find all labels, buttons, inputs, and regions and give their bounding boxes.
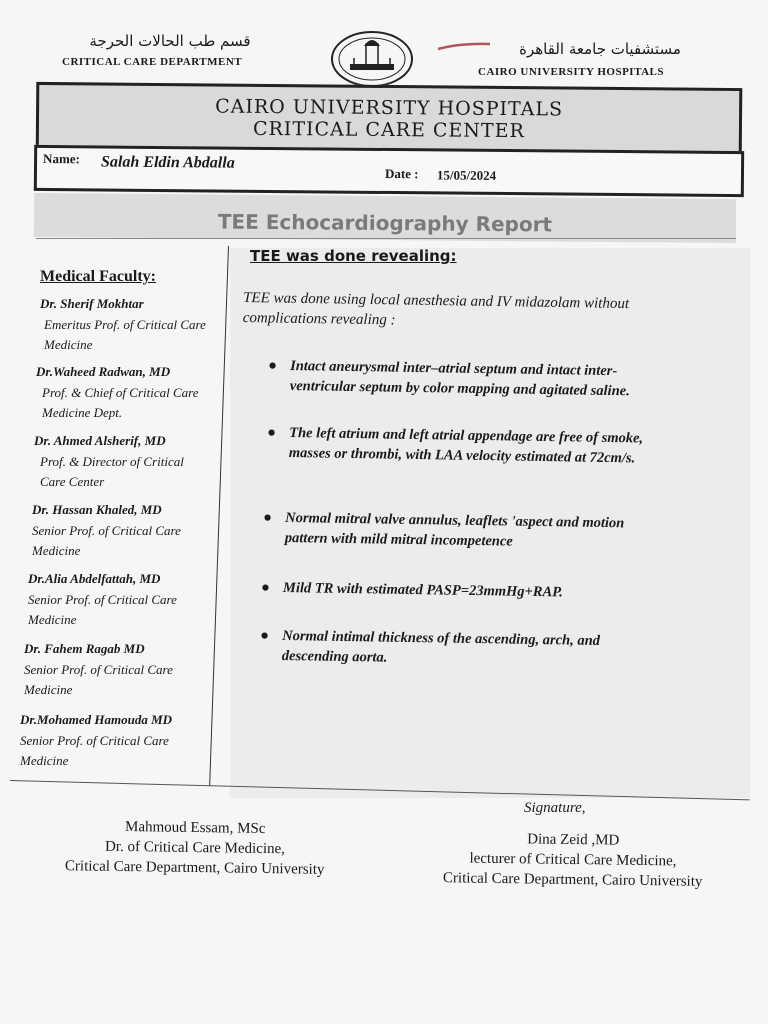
faculty-title: Medicine	[20, 753, 69, 768]
faculty-title: Care Center	[40, 474, 105, 489]
patient-info-box	[34, 145, 744, 197]
hospital-arabic-text: مستشفيات جامعة القاهرة	[519, 40, 681, 58]
faculty-member	[36, 364, 230, 424]
finding-line: masses or thrombi, with LAA velocity estimated at 72cm/s.	[288, 444, 636, 467]
department-arabic-text: قسم طب الحالات الحرجة	[89, 32, 251, 50]
findings-heading: TEE was done revealing:	[250, 247, 457, 265]
faculty-name: Dr.Alia Abdelfattah, MD	[28, 571, 161, 586]
faculty-title: Medicine	[44, 337, 93, 352]
finding-item	[263, 508, 741, 555]
cairo-university-seal-logo	[330, 30, 414, 88]
bullet-icon: ●	[260, 579, 270, 596]
bullet-icon: ●	[267, 424, 277, 441]
report-title: TEE Echocardiography Report	[217, 209, 553, 237]
faculty-name: Dr.Waheed Radwan, MD	[36, 364, 171, 379]
signature-label: Signature,	[524, 800, 586, 816]
faculty-name: Dr.Mohamed Hamouda MD	[20, 712, 173, 727]
faculty-member	[32, 502, 230, 562]
faculty-title: Medicine	[24, 682, 73, 697]
faculty-title: Emeritus Prof. of Critical Care	[44, 317, 206, 332]
bullet-icon: ●	[263, 509, 273, 526]
faculty-title: Senior Prof. of Critical Care	[28, 592, 177, 607]
department-english-text: CRITICAL CARE DEPARTMENT	[62, 56, 243, 68]
faculty-name: Dr. Hassan Khaled, MD	[32, 502, 162, 517]
faculty-name: Dr. Ahmed Alsherif, MD	[34, 433, 166, 448]
pen-stroke-mark	[436, 40, 492, 54]
faculty-heading: Medical Faculty:	[40, 268, 156, 285]
findings-intro	[243, 288, 744, 336]
signer-name: Mahmoud Essam, MSc	[124, 819, 266, 837]
faculty-member	[34, 433, 230, 493]
date-label: Date :	[384, 165, 419, 182]
finding-line: Mild TR with estimated PASP=23mmHg+RAP.	[282, 580, 563, 601]
findings-intro-line: TEE was done using local anesthesia and IV midazolam without	[243, 290, 630, 313]
signer-department: Critical Care Department, Cairo University	[64, 858, 325, 878]
faculty-title: Senior Prof. of Critical Care	[32, 523, 181, 538]
signer-role: lecturer of Critical Care Medicine,	[469, 850, 677, 870]
faculty-title: Senior Prof. of Critical Care	[20, 733, 169, 748]
finding-item	[267, 423, 740, 470]
faculty-name: Dr. Sherif Mokhtar	[40, 296, 144, 311]
faculty-title: Senior Prof. of Critical Care	[24, 662, 173, 677]
finding-item	[268, 356, 741, 403]
bullet-icon: ●	[268, 357, 278, 374]
band-underline	[36, 238, 736, 239]
faculty-title: Prof. & Chief of Critical Care	[42, 385, 199, 400]
findings-intro-line: complications revealing :	[242, 309, 396, 329]
faculty-name: Dr. Fahem Ragab MD	[24, 641, 145, 656]
hospital-english-text: CAIRO UNIVERSITY HOSPITALS	[478, 66, 664, 78]
finding-item	[260, 626, 738, 673]
finding-line: Intact aneurysmal inter–atrial septum and intact inter-	[290, 358, 618, 380]
faculty-member	[40, 296, 230, 356]
name-label: Name:	[43, 150, 80, 167]
finding-line: pattern with mild mitral incompetence	[284, 529, 513, 550]
right-signature-block	[408, 828, 739, 893]
finding-line: Normal mitral valve annulus, leaflets 'aspect and motion	[285, 510, 625, 532]
signer-name: Dina Zeid ,MD	[527, 831, 620, 849]
finding-line: Normal intimal thickness of the ascending, arch, and	[282, 628, 601, 649]
report-title-band	[34, 193, 736, 243]
finding-line: The left atrium and left atrial appendage are free of smoke,	[289, 425, 644, 447]
bullet-icon: ●	[260, 627, 270, 644]
report-date: 15/05/2024	[436, 167, 497, 183]
faculty-title: Prof. & Director of Critical	[40, 454, 184, 469]
faculty-member	[28, 571, 228, 631]
left-signature-block	[30, 816, 361, 881]
title-line-2: CRITICAL CARE CENTER	[252, 117, 525, 143]
faculty-title: Medicine Dept.	[42, 405, 123, 420]
patient-name: Salah Eldin Abdalla	[100, 153, 235, 172]
finding-line: descending aorta.	[281, 647, 388, 666]
finding-line: ventricular septum by color mapping and agitated saline.	[289, 377, 630, 400]
signer-department: Critical Care Department, Cairo University	[442, 870, 703, 890]
faculty-title: Medicine	[28, 612, 77, 627]
faculty-title: Medicine	[32, 543, 81, 558]
signer-role: Dr. of Critical Care Medicine,	[104, 838, 286, 858]
faculty-member	[20, 712, 222, 772]
title-line-1: CAIRO UNIVERSITY HOSPITALS	[215, 95, 564, 121]
faculty-member	[24, 641, 224, 701]
